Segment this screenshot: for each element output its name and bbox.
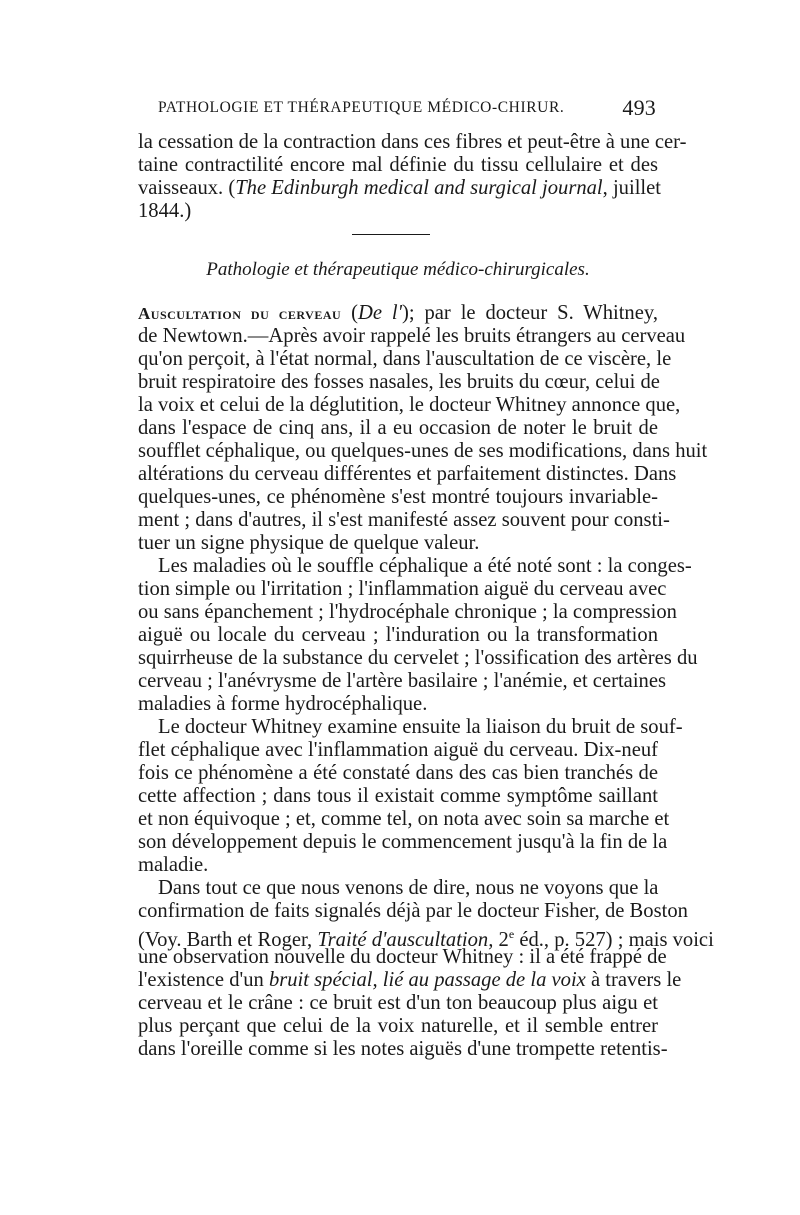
text-line: cette affection ; dans tous il existait comme symptôme saillant: [138, 785, 658, 807]
text-line: Les maladies où le souffle céphalique a été noté sont : la conges-: [158, 555, 692, 577]
text-line: fois ce phénomène a été constaté dans des cas bien tranchés de: [138, 762, 658, 784]
page-number: 493: [622, 95, 656, 120]
text-span: 2: [493, 928, 509, 951]
text-span: (Voy. Barth et Roger,: [138, 928, 318, 951]
text-line: plus perçant que celui de la voix naturelle, et il semble entrer: [138, 1015, 658, 1037]
article-title: Auscultation du cerveau: [138, 304, 342, 323]
text-line: squirrheuse de la substance du cervelet ; l'ossification des artères du: [138, 647, 698, 669]
journal-title: The Edinburgh medical and surgical journal: [235, 177, 603, 199]
text-line: une observation nouvelle du docteur Whitney : il a été frappé de: [138, 946, 667, 968]
text-line: soufflet céphalique, ou quelques-unes de ses modifications, dans huit: [138, 440, 708, 462]
text-line: maladie.: [138, 854, 209, 876]
text-line: [138, 968, 682, 992]
separator-rule: [352, 234, 430, 235]
text-line: [138, 176, 661, 200]
text-line: quelques-unes, ce phénomène s'est montré toujours invariable-: [138, 486, 658, 508]
text-line: 1844.): [138, 200, 192, 222]
text-line: la cessation de la contraction dans ces fibres et peut-être à une cer-: [138, 131, 687, 153]
text-line: la voix et celui de la déglutition, le docteur Whitney annonce que,: [138, 394, 681, 416]
text-line: ou sans épanchement ; l'hydrocéphale chronique ; la compression: [138, 601, 677, 623]
text-line: tion simple ou l'irritation ; l'inflammation aiguë du cerveau avec: [138, 578, 667, 600]
section-title: Pathologie et thérapeutique médico-chirurgicales.: [206, 259, 590, 280]
text-span: De l': [357, 302, 402, 324]
text-span: éd., p. 527) ; mais voici: [514, 928, 714, 951]
text-line: de Newtown.—Après avoir rappelé les bruits étrangers au cerveau: [138, 325, 686, 347]
text-line: flet céphalique avec l'inflammation aiguë du cerveau. Dix-neuf: [138, 739, 658, 761]
article-title-line: Auscultation du cerveau (De l'); par le docteur S. Whitney,: [138, 302, 658, 324]
running-title: PATHOLOGIE ET THÉRAPEUTIQUE MÉDICO-CHIRUR.: [158, 99, 565, 116]
book-title: Traité d'auscultation,: [317, 928, 494, 951]
text-span: à travers le: [585, 969, 682, 991]
text-line: [138, 922, 714, 951]
text-line: dans l'oreille comme si les notes aiguës d'une trompette retentis-: [138, 1038, 668, 1060]
text-span: , juillet: [602, 177, 661, 199]
text-line: cerveau ; l'anévrysme de l'artère basilaire ; l'anémie, et certaines: [138, 670, 666, 692]
text-line: taine contractilité encore mal définie du tissu cellulaire et des: [138, 154, 658, 176]
text-line: dans l'espace de cinq ans, il a eu occasion de noter le bruit de: [138, 417, 658, 439]
text-span: l'existence d'un: [138, 969, 269, 991]
text-span: ; par le docteur S. Whitney,: [408, 302, 658, 324]
text-line: tuer un signe physique de quelque valeur.: [138, 532, 480, 554]
text-line: Le docteur Whitney examine ensuite la liaison du bruit de souf-: [158, 716, 683, 738]
text-line: cerveau et le crâne : ce bruit est d'un ton beaucoup plus aigu et: [138, 992, 658, 1014]
text-line: ment ; dans d'autres, il s'est manifesté assez souvent pour consti-: [138, 509, 670, 531]
running-header: [138, 97, 658, 123]
superscript: e: [508, 927, 515, 941]
text-line: altérations du cerveau différentes et parfaitement distinctes. Dans: [138, 463, 677, 485]
text-line: et non équivoque ; et, comme tel, on nota avec soin sa marche et: [138, 808, 670, 830]
emphasis: bruit spécial, lié au passage de la voix: [268, 969, 586, 991]
text-line: son développement depuis le commencement jusqu'à la fin de la: [138, 831, 668, 853]
text-line: bruit respiratoire des fosses nasales, les bruits du cœur, celui de: [138, 371, 660, 393]
text-line: qu'on perçoit, à l'état normal, dans l'auscultation de ce viscère, le: [138, 348, 672, 370]
text-line: maladies à forme hydrocéphalique.: [138, 693, 428, 715]
text-line: aiguë ou locale du cerveau ; l'induration ou la transformation: [138, 624, 658, 646]
text-line: confirmation de faits signalés déjà par le docteur Fisher, de Boston: [138, 900, 688, 922]
text-span: vaisseaux. (: [138, 177, 236, 199]
text-line: Dans tout ce que nous venons de dire, nous ne voyons que la: [158, 877, 659, 899]
